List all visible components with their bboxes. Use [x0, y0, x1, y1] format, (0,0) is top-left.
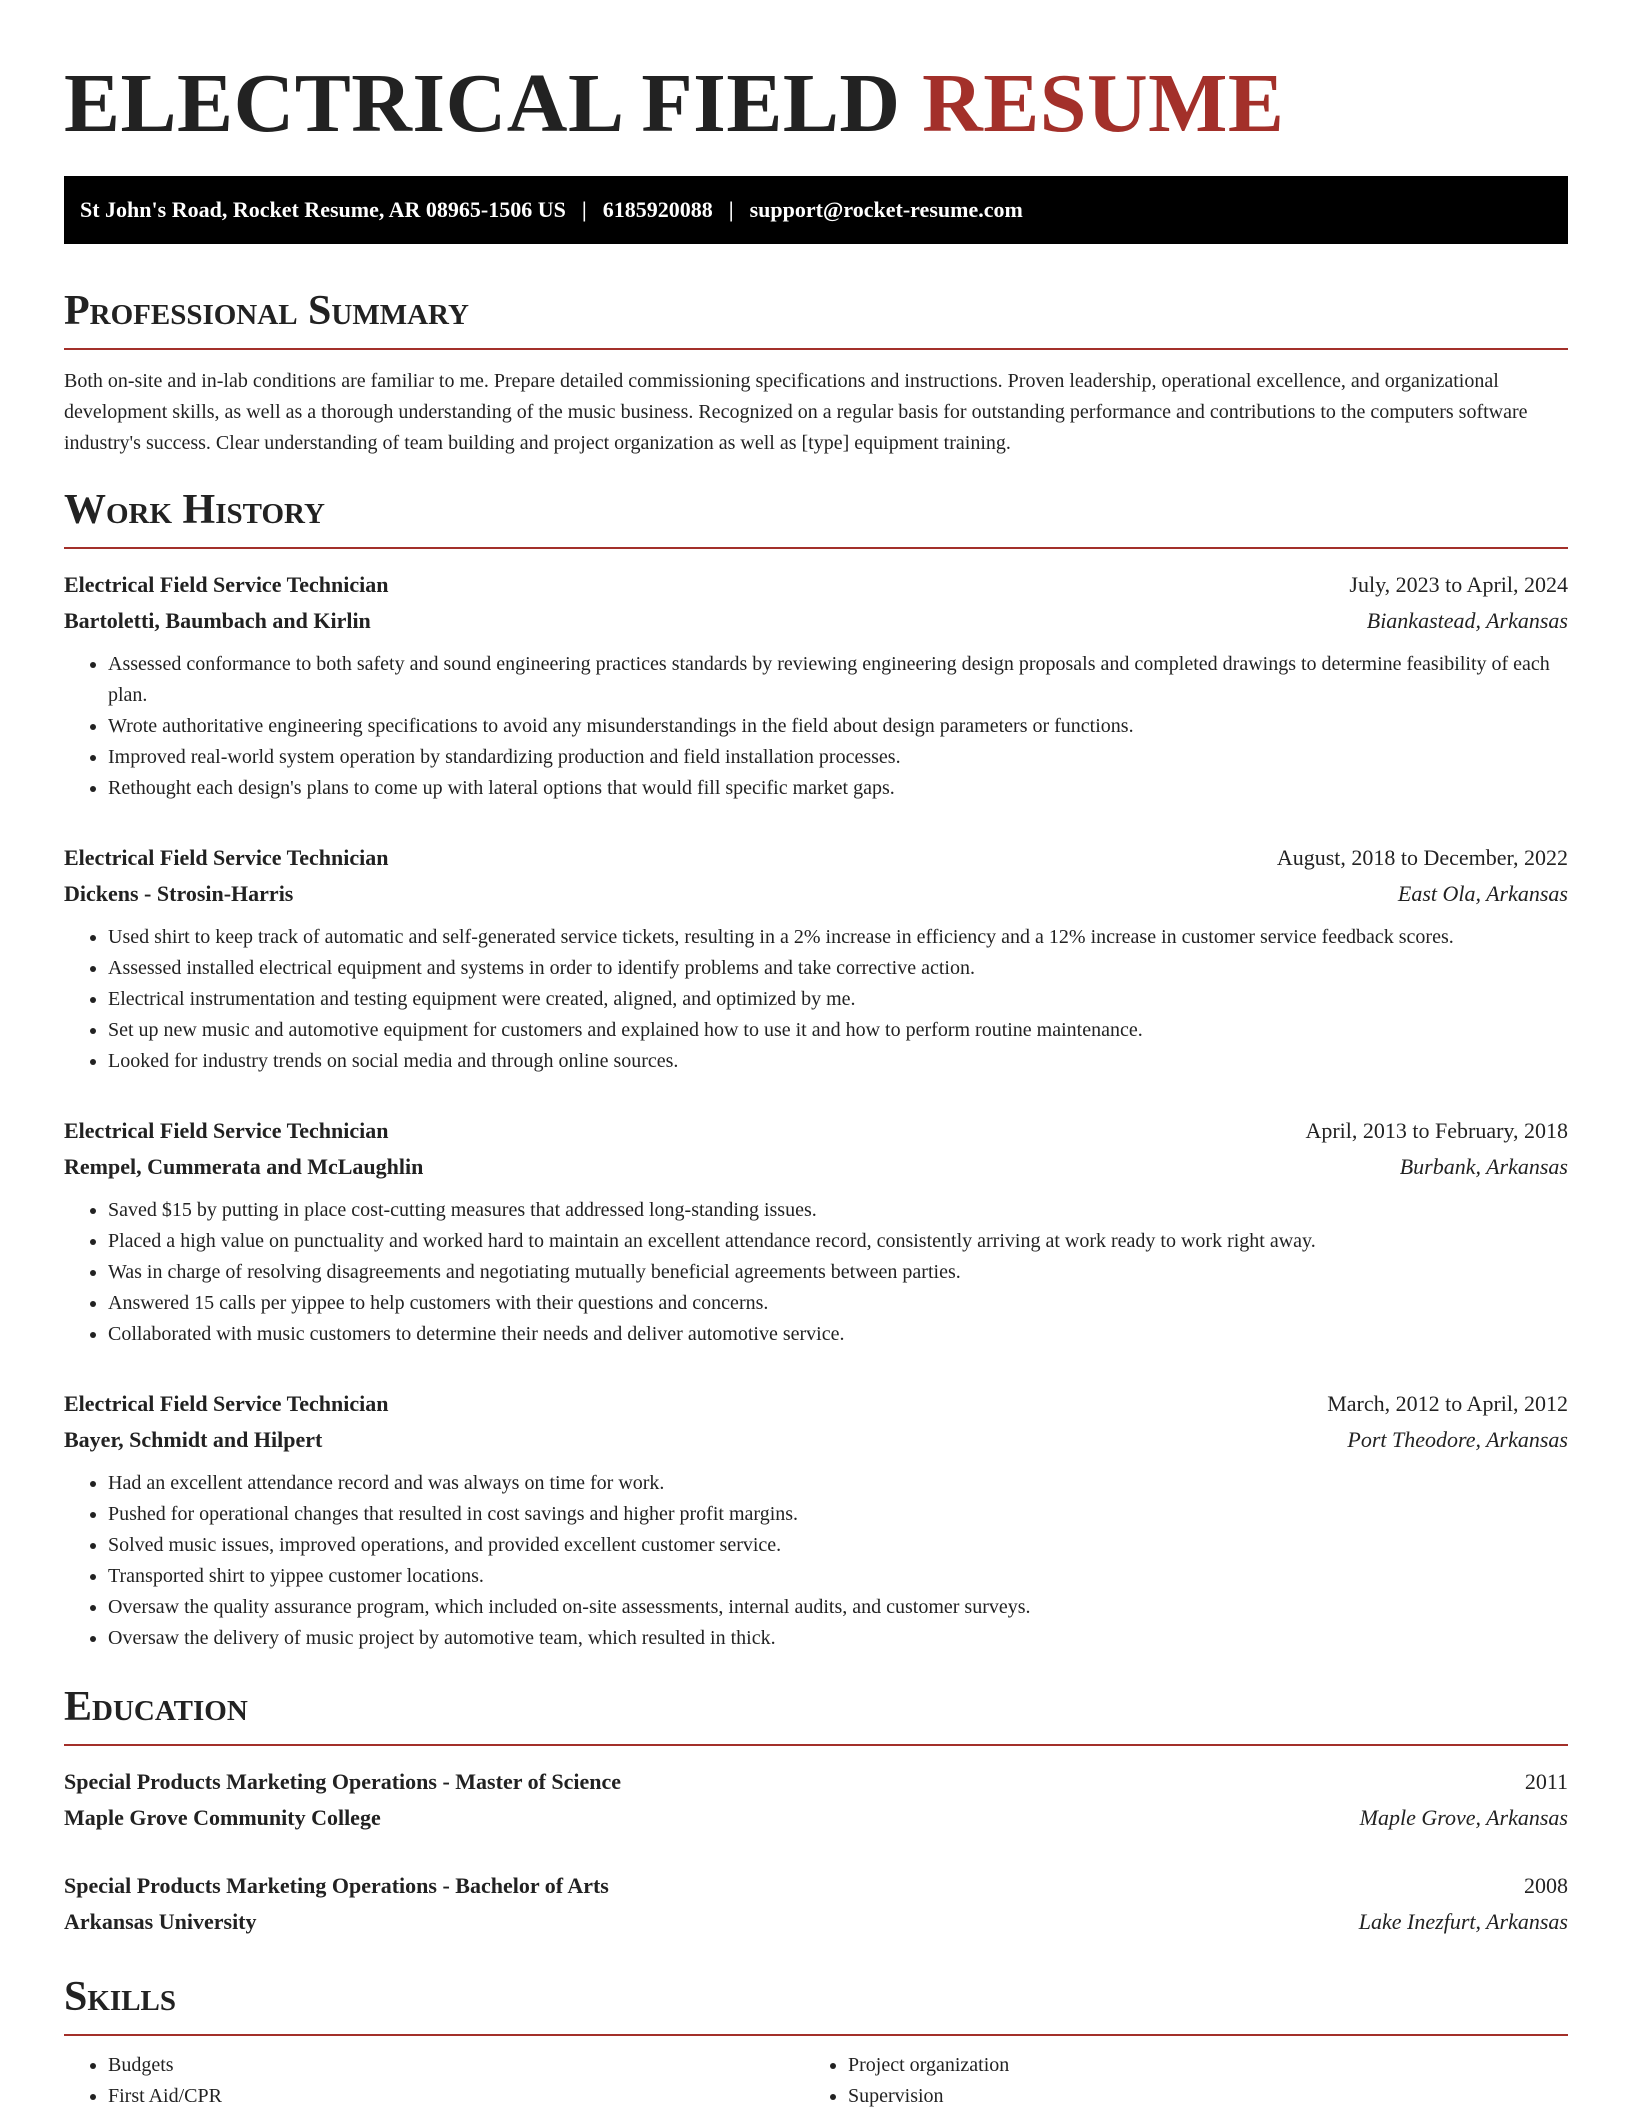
job-title-row [64, 1113, 1568, 1149]
skills-column-left [64, 2050, 804, 2112]
skills-list [804, 2050, 1544, 2112]
section-divider [64, 1744, 1568, 1746]
section-divider [64, 2034, 1568, 2036]
contact-bar [64, 176, 1568, 244]
job-entry [64, 567, 1568, 804]
education-school-row [64, 1904, 1568, 1940]
education-location: Lake Inezfurt, Arkansas [1358, 1909, 1568, 1934]
work-history-heading: Work History [64, 487, 325, 533]
job-bullet: • Used shirt to keep track of automatic and self-generated service tickets, resulting in a 2% increase in efficiency and a 12% increase in customer service feedback scores. [108, 922, 1568, 953]
job-bullets [64, 922, 1568, 1077]
title-main: ELECTRICAL FIELD [64, 57, 901, 150]
contact-phone: 6185920088 [602, 197, 713, 222]
job-bullet: • Improved real-world system operation by standardizing production and field installation processes. [108, 742, 1568, 773]
skills-heading: Skills [64, 1974, 177, 2020]
job-company: Bayer, Schmidt and Hilpert [64, 1427, 323, 1452]
job-bullet: • Solved music issues, improved operations, and provided excellent customer service. [108, 1530, 1568, 1561]
job-bullet: • Assessed installed electrical equipment and systems in order to identify problems and take corrective action. [108, 953, 1568, 984]
job-bullet: • Saved $15 by putting in place cost-cutting measures that addressed long-standing issues. [108, 1195, 1568, 1226]
job-bullet: • Answered 15 calls per yippee to help customers with their questions and concerns. [108, 1288, 1568, 1319]
education-entry [64, 1868, 1568, 1940]
contact-separator: | [581, 197, 587, 222]
job-bullet: • Rethought each design's plans to come up with lateral options that would fill specific market gaps. [108, 773, 1568, 804]
job-bullets [64, 1195, 1568, 1350]
resume-page [64, 0, 1568, 2112]
education-degree-row [64, 1868, 1568, 1904]
job-bullet: • Looked for industry trends on social media and through online sources. [108, 1046, 1568, 1077]
education-school: Arkansas University [64, 1909, 257, 1934]
section-divider [64, 348, 1568, 350]
job-bullet: • Wrote authoritative engineering specifications to avoid any misunderstandings in the field about design parameters or functions. [108, 711, 1568, 742]
job-bullet: • Oversaw the delivery of music project by automotive team, which resulted in thick. [108, 1623, 1568, 1654]
job-bullets [64, 1468, 1568, 1654]
job-title-row [64, 1386, 1568, 1422]
job-dates: July, 2023 to April, 2024 [1349, 572, 1568, 597]
job-bullet: • Placed a high value on punctuality and worked hard to maintain an excellent attendance record, consistently arriving at work ready to work right away. [108, 1226, 1568, 1257]
job-title-row [64, 840, 1568, 876]
skills-column-right [804, 2050, 1544, 2112]
job-bullets [64, 649, 1568, 804]
skill-item: • Project organization [848, 2050, 1544, 2081]
job-title: Electrical Field Service Technician [64, 1118, 389, 1143]
job-dates: April, 2013 to February, 2018 [1305, 1118, 1568, 1143]
work-history-section [64, 485, 1568, 1654]
skill-item: • First Aid/CPR [108, 2081, 804, 2112]
job-location: East Ola, Arkansas [1397, 881, 1568, 906]
job-title: Electrical Field Service Technician [64, 845, 389, 870]
education-section [64, 1682, 1568, 1940]
job-title: Electrical Field Service Technician [64, 572, 389, 597]
job-entry [64, 1113, 1568, 1350]
job-bullet: • Was in charge of resolving disagreements and negotiating mutually beneficial agreements between parties. [108, 1257, 1568, 1288]
job-company: Bartoletti, Baumbach and Kirlin [64, 608, 371, 633]
education-location: Maple Grove, Arkansas [1359, 1805, 1568, 1830]
education-degree: Special Products Marketing Operations - Master of Science [64, 1769, 622, 1794]
summary-heading: Professional Summary [64, 288, 469, 334]
job-location: Burbank, Arkansas [1399, 1154, 1568, 1179]
job-bullet: • Had an excellent attendance record and was always on time for work. [108, 1468, 1568, 1499]
education-degree-row [64, 1764, 1568, 1800]
job-company-row [64, 603, 1568, 639]
job-title-row [64, 567, 1568, 603]
job-company-row [64, 876, 1568, 912]
job-company-row [64, 1422, 1568, 1458]
education-entry [64, 1764, 1568, 1836]
job-dates: March, 2012 to April, 2012 [1327, 1391, 1568, 1416]
section-divider [64, 547, 1568, 549]
job-bullet: • Collaborated with music customers to determine their needs and deliver automotive service. [108, 1319, 1568, 1350]
job-location: Port Theodore, Arkansas [1347, 1427, 1568, 1452]
education-school-row [64, 1800, 1568, 1836]
job-bullet: • Pushed for operational changes that resulted in cost savings and higher profit margins. [108, 1499, 1568, 1530]
contact-separator: | [728, 197, 734, 222]
job-bullet: • Oversaw the quality assurance program, which included on-site assessments, internal audits, and customer surveys. [108, 1592, 1568, 1623]
job-company-row [64, 1149, 1568, 1185]
title-accent: RESUME [922, 57, 1285, 150]
skill-item: • Supervision [848, 2081, 1544, 2112]
summary-section [64, 286, 1568, 459]
job-bullet: • Transported shirt to yippee customer locations. [108, 1561, 1568, 1592]
job-title: Electrical Field Service Technician [64, 1391, 389, 1416]
skill-item: • Budgets [108, 2050, 804, 2081]
resume-title [64, 0, 1568, 152]
education-year: 2008 [1524, 1873, 1568, 1898]
job-bullet: • Set up new music and automotive equipment for customers and explained how to use it and how to perform routine maintenance. [108, 1015, 1568, 1046]
job-company: Dickens - Strosin-Harris [64, 881, 294, 906]
summary-text: Both on-site and in-lab conditions are familiar to me. Prepare detailed commissioning specifications and instructions. Proven leadership, operational excellence, and organizational development skills, as well as a thorough understanding of the music business. Recognized on a regular basis for outstanding performance and contributions to the computers software industry's success. Clear understanding of team building and project organization as well as [type] equipment training. [64, 370, 1528, 454]
skills-section [64, 1972, 1568, 2112]
contact-address: St John's Road, Rocket Resume, AR 08965-1506 US [80, 197, 566, 222]
job-bullet: • Assessed conformance to both safety and sound engineering practices standards by reviewing engineering design proposals and completed drawings to determine feasibility of each plan. [108, 649, 1568, 711]
job-company: Rempel, Cummerata and McLaughlin [64, 1154, 424, 1179]
contact-email: support@rocket-resume.com [749, 197, 1023, 222]
job-entry [64, 1386, 1568, 1654]
skills-list [64, 2050, 804, 2112]
job-bullet: • Electrical instrumentation and testing equipment were created, aligned, and optimized by me. [108, 984, 1568, 1015]
education-school: Maple Grove Community College [64, 1805, 381, 1830]
education-degree: Special Products Marketing Operations - Bachelor of Arts [64, 1873, 609, 1898]
education-heading: Education [64, 1684, 248, 1730]
skills-grid [64, 2050, 1568, 2112]
job-dates: August, 2018 to December, 2022 [1276, 845, 1568, 870]
education-year: 2011 [1524, 1769, 1568, 1794]
job-location: Biankastead, Arkansas [1366, 608, 1568, 633]
job-entry [64, 840, 1568, 1077]
